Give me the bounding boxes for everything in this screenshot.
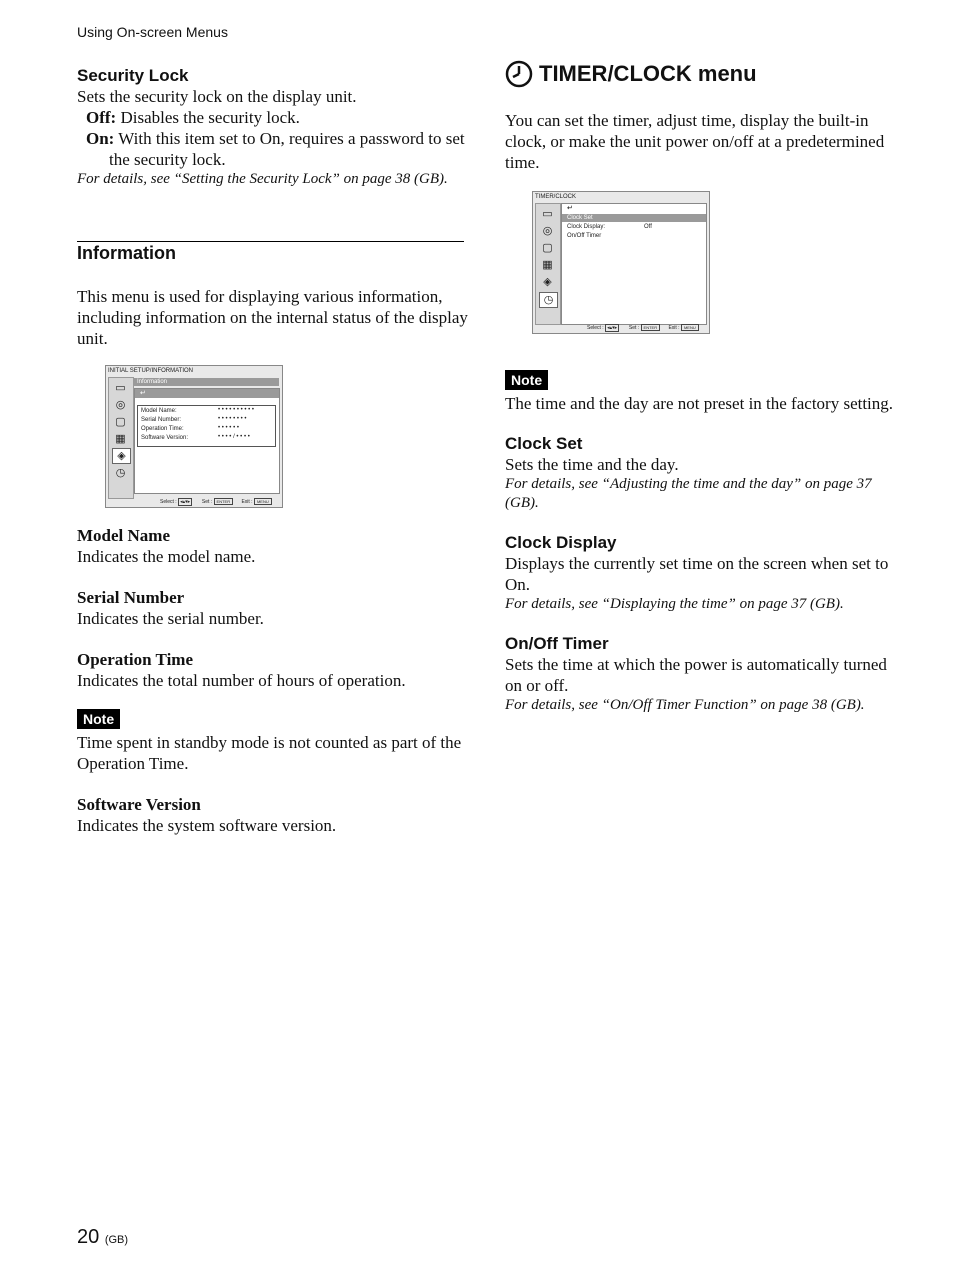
- information-items: [77, 526, 469, 836]
- menu-row-clock-display: Clock Display:: [567, 224, 606, 230]
- enter-key-icon: ENTER: [214, 498, 234, 505]
- security-lock-section: [77, 66, 469, 189]
- arrow-keys-icon: ◂▴▾▸: [607, 325, 618, 331]
- serial-number-text: Indicates the serial number.: [77, 609, 264, 628]
- menu-key-icon: MENU: [681, 324, 699, 331]
- enter-key-icon: ENTER: [641, 324, 661, 331]
- info-row-label: Software Version:: [141, 435, 189, 441]
- screen-footer: [587, 325, 699, 331]
- picture-menu-icon: ▭: [115, 382, 126, 394]
- on-off-timer-details: For details, see “On/Off Timer Function” on page 38 (GB).: [505, 697, 865, 713]
- operation-time-heading: Operation Time: [77, 650, 194, 669]
- clock-display-heading: Clock Display: [505, 533, 617, 552]
- screen-menu-icon: ▢: [115, 416, 126, 428]
- footer-select-label: Select :: [587, 325, 604, 331]
- footer-exit-label: Exit :: [241, 499, 253, 505]
- initial-setup-menu-icon: ◈: [112, 448, 131, 464]
- info-row-label: Model Name:: [141, 408, 177, 414]
- on-label: On:: [86, 129, 115, 148]
- model-name-text: Indicates the model name.: [77, 547, 256, 566]
- screen-title: INITIAL SETUP/INFORMATION: [108, 368, 194, 374]
- clock-set-heading: Clock Set: [505, 434, 583, 453]
- serial-number-heading: Serial Number: [77, 588, 185, 607]
- info-row-value: • • • • / • • • •: [218, 434, 250, 440]
- picture-menu-icon: ▭: [542, 208, 553, 220]
- information-menu-screen: [105, 365, 283, 508]
- info-row-label: Serial Number:: [141, 417, 182, 423]
- screen-panel: [561, 203, 707, 325]
- clock-set-details: For details, see “Adjusting the time and the day” on page 37 (GB).: [505, 476, 872, 511]
- note-text: The time and the day are not preset in the factory setting.: [505, 394, 894, 413]
- screen-panel: [134, 388, 280, 494]
- initial-setup-menu-icon: ◈: [543, 276, 552, 288]
- return-row-bar: [135, 389, 279, 398]
- menu-row-clock-display-value: Off: [644, 224, 652, 230]
- software-version-text: Indicates the system software version.: [77, 816, 337, 835]
- clock-set-text: Sets the time and the day.: [505, 455, 679, 474]
- screen-footer: [160, 499, 272, 505]
- timer-clock-menu-screen: [532, 191, 710, 334]
- info-row-value: • • • • • • • •: [218, 416, 247, 422]
- arrow-keys-icon: ◂▴▾▸: [180, 499, 191, 505]
- return-icon: ↵: [140, 390, 146, 397]
- software-version-heading: Software Version: [77, 795, 201, 814]
- setup-menu-icon: ▦: [542, 259, 553, 271]
- menu-row-clock-set: Clock Set: [567, 215, 593, 221]
- menu-row-on-off-timer: On/Off Timer: [567, 233, 602, 239]
- timer-menu-icon: ◷: [115, 467, 126, 479]
- on-text: With this item set to On, requires a password to set the security lock.: [109, 129, 465, 169]
- timer-clock-title: TIMER/CLOCK menu: [539, 61, 757, 86]
- menu-icon-column: [108, 377, 134, 499]
- timer-menu-icon: ◷: [539, 292, 558, 308]
- section-divider: [77, 241, 464, 242]
- menu-icon-column: [535, 203, 561, 325]
- menu-key-icon: MENU: [254, 498, 272, 505]
- security-off-option: [77, 107, 469, 128]
- page-number-value: 20: [77, 1226, 100, 1248]
- off-label: Off:: [86, 108, 117, 127]
- info-box: [137, 405, 276, 447]
- setup-menu-icon: ▦: [115, 433, 126, 445]
- page-number: [77, 1226, 128, 1249]
- security-lock-details: For details, see “Setting the Security Lock” on page 38 (GB).: [77, 171, 448, 187]
- running-header: Using On-screen Menus: [77, 24, 228, 40]
- screen-menu-icon: ▢: [542, 242, 553, 254]
- on-off-timer-heading: On/Off Timer: [505, 634, 609, 653]
- information-heading: Information: [77, 243, 176, 263]
- info-row-value: • • • • • •: [218, 425, 239, 431]
- info-row-label: Operation Time:: [141, 426, 184, 432]
- page-number-suffix: (GB): [104, 1234, 129, 1246]
- timer-clock-items: [505, 370, 900, 715]
- screen-title: TIMER/CLOCK: [535, 194, 577, 200]
- footer-exit-label: Exit :: [668, 325, 680, 331]
- footer-set-label: Set :: [628, 325, 640, 331]
- operation-time-text: Indicates the total number of hours of operation.: [77, 671, 406, 690]
- sound-menu-icon: ◎: [115, 399, 126, 411]
- note-badge: Note: [505, 370, 548, 390]
- clock-display-details: For details, see “Displaying the time” on page 37 (GB).: [505, 596, 844, 612]
- security-lock-heading: Security Lock: [77, 66, 189, 85]
- on-off-timer-text: Sets the time at which the power is automatically turned on or off.: [505, 655, 887, 695]
- note-text: Time spent in standby mode is not counted as part of the Operation Time.: [77, 733, 462, 773]
- return-icon: ↵: [567, 205, 573, 212]
- note-badge: Note: [77, 709, 120, 729]
- information-intro: This menu is used for displaying various information, including information on the internal status of the display unit.: [77, 287, 468, 348]
- timer-clock-section: [505, 60, 900, 173]
- footer-select-label: Select :: [160, 499, 177, 505]
- sound-menu-icon: ◎: [542, 225, 553, 237]
- clock-display-text: Displays the currently set time on the screen when set to On.: [505, 554, 889, 594]
- info-row-value: • • • • • • • • • •: [218, 407, 255, 413]
- model-name-heading: Model Name: [77, 526, 171, 545]
- footer-set-label: Set :: [201, 499, 213, 505]
- off-text: Disables the security lock.: [116, 108, 300, 127]
- screen-header-bar: Information: [134, 378, 279, 386]
- security-on-option: [77, 128, 469, 170]
- timer-clock-intro: You can set the timer, adjust time, display the built-in clock, or make the unit power on/off at a predetermined time.: [505, 111, 885, 172]
- clock-icon: [505, 60, 533, 88]
- security-lock-intro: Sets the security lock on the display unit.: [77, 87, 357, 106]
- information-section: [77, 243, 469, 349]
